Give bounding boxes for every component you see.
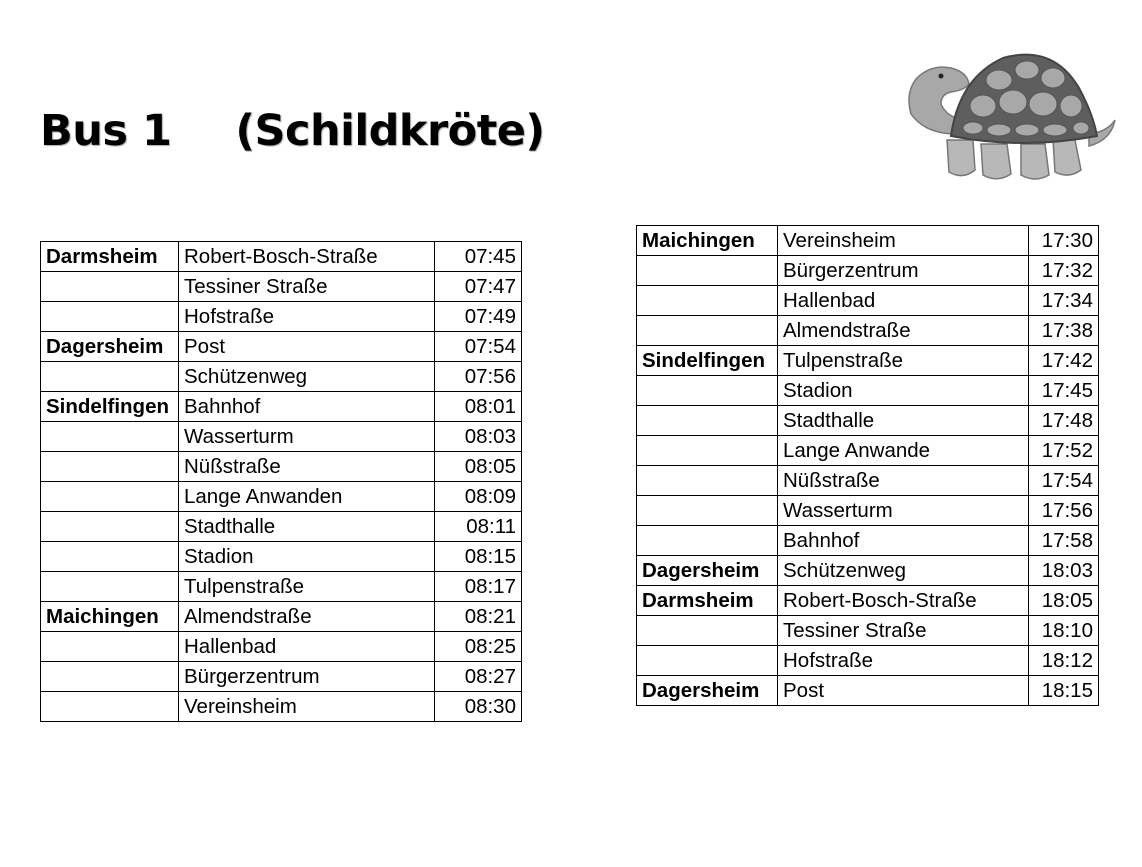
time-cell: 17:56: [1029, 496, 1099, 526]
time-cell: 07:56: [435, 362, 522, 392]
table-row: [637, 256, 1099, 286]
stop-cell: Tessiner Straße: [179, 272, 435, 302]
time-cell: 18:10: [1029, 616, 1099, 646]
stop-cell: Hallenbad: [778, 286, 1029, 316]
stop-cell: Post: [778, 676, 1029, 706]
town-cell: Dagersheim: [637, 676, 778, 706]
time-cell: 08:27: [435, 662, 522, 692]
table-row: [637, 316, 1099, 346]
evening-timetable: [636, 225, 1099, 706]
town-cell: [41, 302, 179, 332]
stop-cell: Bürgerzentrum: [179, 662, 435, 692]
time-cell: 17:45: [1029, 376, 1099, 406]
table-row: [637, 226, 1099, 256]
table-row: [637, 556, 1099, 586]
stop-cell: Post: [179, 332, 435, 362]
stop-cell: Nüßstraße: [778, 466, 1029, 496]
table-row: [41, 242, 522, 272]
town-cell: [41, 542, 179, 572]
town-cell: [41, 572, 179, 602]
town-cell: [637, 466, 778, 496]
table-row: [637, 376, 1099, 406]
town-cell: Sindelfingen: [41, 392, 179, 422]
morning-timetable: [40, 241, 522, 722]
table-row: [637, 436, 1099, 466]
stop-cell: Lange Anwande: [778, 436, 1029, 466]
stop-cell: Stadthalle: [179, 512, 435, 542]
table-row: [637, 496, 1099, 526]
town-cell: [637, 406, 778, 436]
bus-number: Bus 1: [40, 106, 172, 156]
town-cell: Dagersheim: [637, 556, 778, 586]
town-cell: Dagersheim: [41, 332, 179, 362]
time-cell: 08:17: [435, 572, 522, 602]
bus-name: (Schildkröte): [235, 106, 545, 156]
table-row: [41, 392, 522, 422]
time-cell: 17:34: [1029, 286, 1099, 316]
stop-cell: Tessiner Straße: [778, 616, 1029, 646]
stop-cell: Robert-Bosch-Straße: [179, 242, 435, 272]
time-cell: 08:09: [435, 482, 522, 512]
time-cell: 07:54: [435, 332, 522, 362]
town-cell: Darmsheim: [637, 586, 778, 616]
town-cell: [637, 496, 778, 526]
town-cell: [637, 436, 778, 466]
table-row: [637, 586, 1099, 616]
town-cell: [41, 362, 179, 392]
time-cell: 17:30: [1029, 226, 1099, 256]
town-cell: [637, 286, 778, 316]
time-cell: 08:01: [435, 392, 522, 422]
table-row: [41, 602, 522, 632]
table-row: [41, 452, 522, 482]
table-row: [637, 466, 1099, 496]
time-cell: 07:47: [435, 272, 522, 302]
town-cell: [637, 526, 778, 556]
stop-cell: Hofstraße: [778, 646, 1029, 676]
time-cell: 17:48: [1029, 406, 1099, 436]
town-cell: [41, 482, 179, 512]
table-row: [41, 542, 522, 572]
town-cell: [41, 632, 179, 662]
stop-cell: Bahnhof: [179, 392, 435, 422]
time-cell: 08:05: [435, 452, 522, 482]
town-cell: [41, 692, 179, 722]
town-cell: Maichingen: [637, 226, 778, 256]
town-cell: [41, 422, 179, 452]
table-row: [637, 616, 1099, 646]
town-cell: [41, 512, 179, 542]
town-cell: [41, 452, 179, 482]
time-cell: 18:03: [1029, 556, 1099, 586]
stop-cell: Stadthalle: [778, 406, 1029, 436]
table-row: [637, 286, 1099, 316]
table-row: [41, 332, 522, 362]
stop-cell: Schützenweg: [778, 556, 1029, 586]
table-row: [41, 422, 522, 452]
stop-cell: Vereinsheim: [778, 226, 1029, 256]
page-title: [40, 106, 545, 156]
town-cell: [637, 316, 778, 346]
table-row: [41, 482, 522, 512]
table-row: [41, 272, 522, 302]
stop-cell: Wasserturm: [179, 422, 435, 452]
time-cell: 17:38: [1029, 316, 1099, 346]
town-cell: [637, 376, 778, 406]
table-row: [41, 512, 522, 542]
table-row: [41, 362, 522, 392]
stop-cell: Vereinsheim: [179, 692, 435, 722]
table-row: [41, 632, 522, 662]
town-cell: Darmsheim: [41, 242, 179, 272]
stop-cell: Stadion: [778, 376, 1029, 406]
town-cell: Maichingen: [41, 602, 179, 632]
time-cell: 17:52: [1029, 436, 1099, 466]
time-cell: 17:42: [1029, 346, 1099, 376]
stop-cell: Almendstraße: [778, 316, 1029, 346]
table-row: [637, 646, 1099, 676]
stop-cell: Lange Anwanden: [179, 482, 435, 512]
stop-cell: Tulpenstraße: [778, 346, 1029, 376]
table-row: [41, 572, 522, 602]
town-cell: [637, 616, 778, 646]
time-cell: 17:32: [1029, 256, 1099, 286]
town-cell: [637, 256, 778, 286]
time-cell: 08:25: [435, 632, 522, 662]
table-row: [637, 676, 1099, 706]
stop-cell: Bahnhof: [778, 526, 1029, 556]
time-cell: 17:54: [1029, 466, 1099, 496]
time-cell: 08:11: [435, 512, 522, 542]
time-cell: 18:15: [1029, 676, 1099, 706]
table-row: [637, 526, 1099, 556]
stop-cell: Hofstraße: [179, 302, 435, 332]
time-cell: 08:21: [435, 602, 522, 632]
table-row: [41, 662, 522, 692]
stop-cell: Hallenbad: [179, 632, 435, 662]
time-cell: 08:15: [435, 542, 522, 572]
turtle-icon: [903, 48, 1117, 182]
town-cell: [637, 646, 778, 676]
table-row: [41, 692, 522, 722]
stop-cell: Almendstraße: [179, 602, 435, 632]
time-cell: 18:12: [1029, 646, 1099, 676]
table-row: [41, 302, 522, 332]
town-cell: [41, 272, 179, 302]
time-cell: 08:30: [435, 692, 522, 722]
stop-cell: Bürgerzentrum: [778, 256, 1029, 286]
stop-cell: Robert-Bosch-Straße: [778, 586, 1029, 616]
table-row: [637, 346, 1099, 376]
time-cell: 17:58: [1029, 526, 1099, 556]
stop-cell: Stadion: [179, 542, 435, 572]
time-cell: 07:45: [435, 242, 522, 272]
stop-cell: Schützenweg: [179, 362, 435, 392]
time-cell: 07:49: [435, 302, 522, 332]
stop-cell: Tulpenstraße: [179, 572, 435, 602]
table-row: [637, 406, 1099, 436]
time-cell: 18:05: [1029, 586, 1099, 616]
town-cell: Sindelfingen: [637, 346, 778, 376]
stop-cell: Nüßstraße: [179, 452, 435, 482]
town-cell: [41, 662, 179, 692]
time-cell: 08:03: [435, 422, 522, 452]
stop-cell: Wasserturm: [778, 496, 1029, 526]
